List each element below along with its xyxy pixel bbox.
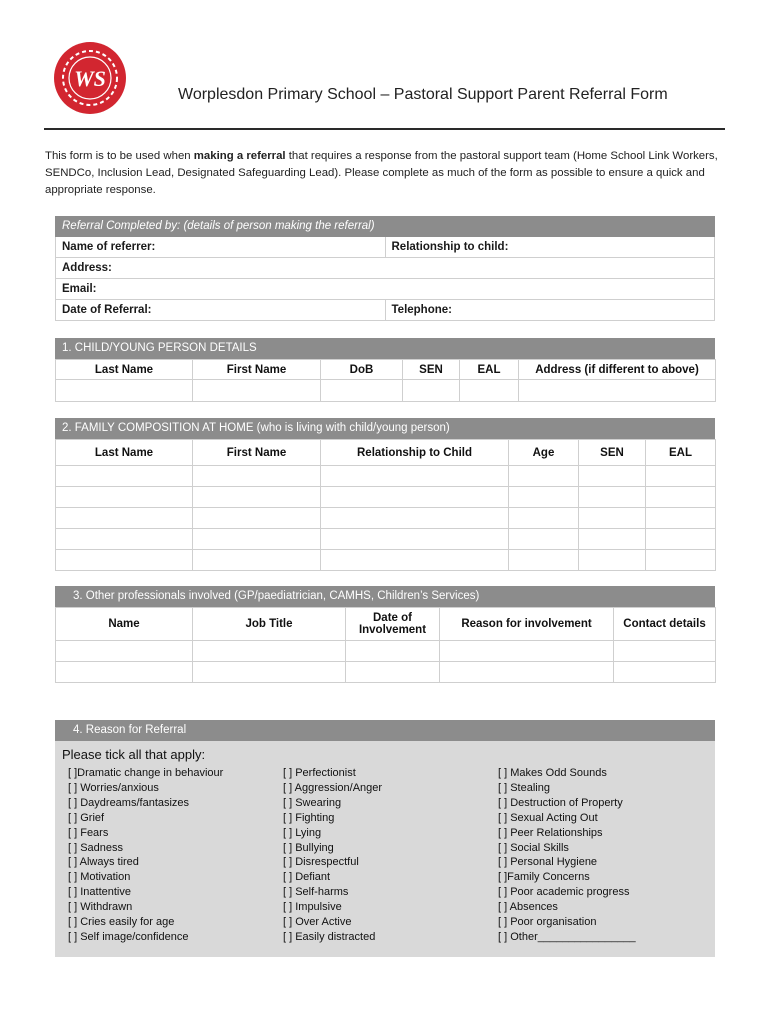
family-composition-heading: 2. FAMILY COMPOSITION AT HOME (who is living with child/young person) — [55, 418, 715, 439]
checkbox-item[interactable]: [ ] Absences — [498, 901, 558, 914]
email-field[interactable]: Email: — [62, 283, 97, 295]
table-cell[interactable] — [193, 466, 321, 487]
table-header-row — [56, 360, 716, 380]
table-cell[interactable] — [579, 508, 646, 529]
family-composition-table — [55, 439, 716, 571]
table-cell[interactable] — [193, 662, 346, 683]
column-header: Reason for involvement — [440, 608, 614, 641]
checkbox-item[interactable]: [ ] Daydreams/fantasizes — [68, 796, 190, 809]
page-title: Worplesdon Primary School – Pastoral Support Parent Referral Form — [178, 86, 668, 103]
address-field[interactable]: Address: — [62, 262, 112, 274]
table-row[interactable] — [56, 487, 716, 508]
checkbox-item[interactable]: [ ] Fighting — [283, 811, 335, 824]
checkbox-item[interactable]: [ ] Cries easily for age — [68, 916, 175, 929]
column-header: DoB — [321, 360, 403, 380]
checkbox-item[interactable]: [ ] Sadness — [68, 841, 124, 854]
column-header: EAL — [460, 360, 519, 380]
checkbox-item[interactable]: [ ] Destruction of Property — [498, 796, 623, 809]
table-header-row — [56, 608, 716, 641]
table-row[interactable] — [56, 641, 716, 662]
checkbox-item[interactable]: [ ] Poor organisation — [498, 916, 597, 929]
table-cell[interactable] — [321, 487, 509, 508]
table-cell[interactable] — [56, 508, 193, 529]
email-row[interactable] — [55, 279, 715, 300]
relationship-field[interactable]: Relationship to child: — [385, 237, 715, 257]
family-composition-section — [55, 418, 715, 571]
checkbox-item[interactable]: [ ] Makes Odd Sounds — [498, 767, 607, 779]
table-cell[interactable] — [646, 550, 716, 571]
table-cell[interactable] — [509, 529, 579, 550]
checkbox-item[interactable]: [ ] Grief — [68, 811, 105, 824]
table-cell[interactable] — [614, 662, 716, 683]
reason-column-3 — [498, 766, 636, 945]
column-header: Job Title — [193, 608, 346, 641]
checkbox-item[interactable]: [ ] Aggression/Anger — [283, 781, 383, 794]
table-cell[interactable] — [193, 380, 321, 402]
date-field[interactable]: Date of Referral: — [62, 304, 152, 316]
column-header: First Name — [193, 440, 321, 466]
reason-checklist — [55, 741, 715, 957]
date-row[interactable] — [55, 300, 715, 321]
table-cell[interactable] — [193, 487, 321, 508]
reason-column-1 — [68, 766, 223, 945]
column-header: SEN — [403, 360, 460, 380]
table-row[interactable] — [56, 380, 716, 402]
column-header: Address (if different to above) — [519, 360, 716, 380]
checkbox-item[interactable]: [ ] Worries/anxious — [68, 781, 159, 794]
column-header: Last Name — [56, 440, 193, 466]
child-details-table — [55, 359, 716, 402]
table-row[interactable] — [56, 550, 716, 571]
table-row[interactable] — [56, 508, 716, 529]
column-header: Age — [509, 440, 579, 466]
table-cell[interactable] — [193, 508, 321, 529]
checkbox-item[interactable]: [ ] Perfectionist — [283, 767, 356, 779]
checkbox-item[interactable]: [ ] Self-harms — [283, 886, 349, 899]
table-cell[interactable] — [321, 550, 509, 571]
table-cell[interactable] — [440, 641, 614, 662]
child-details-heading: 1. CHILD/YOUNG PERSON DETAILS — [55, 338, 715, 359]
referrer-name-field[interactable]: Name of referrer: — [62, 241, 156, 253]
school-logo — [50, 40, 130, 116]
checkbox-item[interactable]: [ ] Motivation — [68, 871, 131, 884]
table-cell[interactable] — [646, 508, 716, 529]
table-cell[interactable] — [440, 662, 614, 683]
referrer-heading: Referral Completed by: (details of person making the referral) — [55, 216, 715, 237]
table-cell[interactable] — [519, 380, 716, 402]
other-professionals-table — [55, 607, 716, 683]
table-header-row — [56, 440, 716, 466]
table-cell[interactable] — [56, 487, 193, 508]
table-cell[interactable] — [509, 550, 579, 571]
checkbox-item[interactable]: [ ] Bullying — [283, 841, 334, 854]
table-cell[interactable] — [614, 641, 716, 662]
checkbox-item[interactable]: [ ] Other________________ — [498, 930, 636, 943]
table-cell[interactable] — [56, 641, 193, 662]
table-cell[interactable] — [460, 380, 519, 402]
column-header: EAL — [646, 440, 716, 466]
checkbox-item[interactable]: [ ]Family Concerns — [498, 871, 590, 884]
checkbox-item[interactable]: [ ] Personal Hygiene — [498, 856, 598, 869]
checkbox-item[interactable]: [ ] Always tired — [68, 856, 139, 869]
referrer-section — [55, 216, 715, 321]
table-cell[interactable] — [321, 380, 403, 402]
table-cell[interactable] — [646, 487, 716, 508]
checkbox-item[interactable]: [ ] Self image/confidence — [68, 930, 189, 943]
table-row[interactable] — [56, 529, 716, 550]
table-cell[interactable] — [193, 641, 346, 662]
column-header: Last Name — [56, 360, 193, 380]
table-row[interactable] — [56, 466, 716, 487]
table-cell[interactable] — [509, 487, 579, 508]
checkbox-item[interactable]: [ ] Sexual Acting Out — [498, 811, 598, 824]
other-professionals-section — [55, 586, 715, 683]
table-cell[interactable] — [56, 529, 193, 550]
reason-column-2 — [283, 766, 382, 945]
table-cell[interactable] — [321, 529, 509, 550]
child-details-section — [55, 338, 715, 402]
table-cell[interactable] — [193, 529, 321, 550]
table-row[interactable] — [56, 662, 716, 683]
reason-for-referral-section — [55, 720, 715, 957]
table-cell[interactable] — [321, 508, 509, 529]
table-cell[interactable] — [579, 487, 646, 508]
column-header: Contact details — [614, 608, 716, 641]
reason-prompt: Please tick all that apply: — [62, 747, 206, 762]
column-header: Date of Involvement — [346, 608, 440, 641]
checkbox-item[interactable]: [ ] Poor academic progress — [498, 886, 630, 899]
column-header: First Name — [193, 360, 321, 380]
table-cell[interactable] — [579, 529, 646, 550]
reason-heading: 4. Reason for Referral — [55, 720, 715, 741]
checkbox-item[interactable]: [ ] Over Active — [283, 916, 352, 929]
table-cell[interactable] — [56, 380, 193, 402]
column-header: SEN — [579, 440, 646, 466]
checkbox-item[interactable]: [ ] Impulsive — [283, 901, 342, 914]
checkbox-item[interactable]: [ ] Inattentive — [68, 886, 131, 899]
table-cell[interactable] — [56, 662, 193, 683]
checkbox-item[interactable]: [ ] Peer Relationships — [498, 826, 603, 839]
column-header: Relationship to Child — [321, 440, 509, 466]
title-divider — [44, 128, 725, 130]
table-cell[interactable] — [646, 529, 716, 550]
table-cell[interactable] — [509, 508, 579, 529]
table-cell[interactable] — [56, 466, 193, 487]
checkbox-item[interactable]: [ ] Social Skills — [498, 841, 569, 854]
logo-letters: WS — [74, 66, 106, 91]
referrer-name-row[interactable] — [55, 237, 715, 258]
table-cell[interactable] — [56, 550, 193, 571]
table-cell[interactable] — [193, 550, 321, 571]
table-cell[interactable] — [509, 466, 579, 487]
checkbox-item[interactable]: [ ] Defiant — [283, 871, 331, 884]
checkbox-item[interactable]: [ ] Disrespectful — [283, 856, 359, 869]
table-cell[interactable] — [321, 466, 509, 487]
checkbox-item[interactable]: [ ] Swearing — [283, 796, 342, 809]
checkbox-item[interactable]: [ ]Dramatic change in behaviour — [68, 767, 224, 779]
other-professionals-heading: 3. Other professionals involved (GP/paediatrician, CAMHS, Children’s Services) — [55, 586, 715, 607]
checkbox-item[interactable]: [ ] Easily distracted — [283, 930, 376, 943]
checkbox-item[interactable]: [ ] Lying — [283, 826, 322, 839]
table-cell[interactable] — [346, 662, 440, 683]
intro-text: This form is to be used when making a referral that requires a response from the pastoral support team (Home School Link Workers, SENDCo, Inclusion Lead, Designated Safeguarding Lead). Please complete as much of the form as possible to ensure a quick and appropriate response. — [45, 150, 718, 196]
table-cell[interactable] — [346, 641, 440, 662]
table-cell[interactable] — [403, 380, 460, 402]
telephone-field[interactable]: Telephone: — [385, 300, 715, 320]
address-row[interactable] — [55, 258, 715, 279]
checkbox-item[interactable]: [ ] Withdrawn — [68, 901, 133, 914]
table-cell[interactable] — [646, 466, 716, 487]
table-cell[interactable] — [579, 550, 646, 571]
checkbox-item[interactable]: [ ] Fears — [68, 826, 109, 839]
column-header: Name — [56, 608, 193, 641]
table-cell[interactable] — [579, 466, 646, 487]
checkbox-item[interactable]: [ ] Stealing — [498, 781, 550, 794]
